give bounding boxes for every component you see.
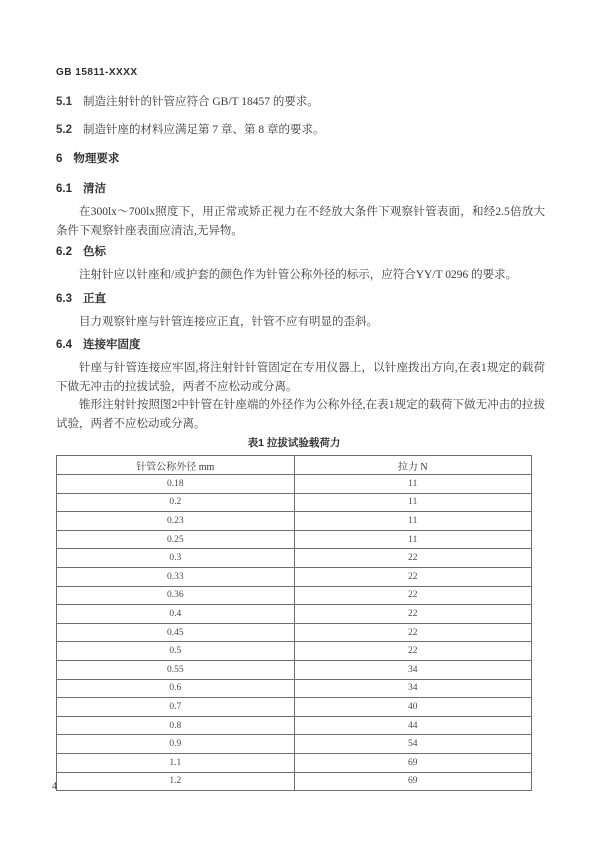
table-cell: 0.33 (57, 567, 295, 586)
table-cell: 0.7 (57, 698, 295, 717)
table-cell: 34 (294, 679, 532, 698)
table-1-title: 表1 拉拔试验载荷力 (247, 437, 341, 449)
table-cell: 40 (294, 698, 532, 717)
subsection-number: 6.3 (56, 292, 72, 305)
table-cell: 1.2 (57, 772, 295, 791)
subsection-number: 6.2 (56, 246, 72, 258)
table-cell: 0.6 (57, 679, 295, 698)
table-row (57, 698, 532, 717)
table-cell: 44 (294, 716, 532, 735)
table-row (57, 605, 532, 624)
table-cell: 11 (294, 475, 532, 494)
section-number: 6 (56, 153, 63, 165)
table-cell: 69 (294, 753, 532, 772)
subsection-6-1-paragraph: 在300lx～700lx照度下，用正常或矫正视力在不经放大条件下观察针管表面，和经2.5倍放大条件下观察针座表面应清洁,无异物。 (56, 206, 545, 237)
table-cell: 22 (294, 605, 532, 624)
subsection-6-4-paragraph-2: 锥形注射针按照图2中针管在针座端的外径作为公称外径,在表1规定的载荷下做无冲击的拉拔试验，两者不应松动或分离。 (56, 399, 545, 430)
clause-text: 制造注射针的针管应符合 GB/T 18457 的要求。 (83, 96, 319, 108)
table-cell: 54 (294, 735, 532, 754)
subsection-title: 连接牢固度 (83, 339, 141, 351)
table-row (57, 586, 532, 605)
subsection-6-2-heading (56, 245, 545, 260)
table-row (57, 512, 532, 531)
table-cell: 11 (294, 512, 532, 531)
subsection-number: 6.1 (56, 183, 72, 195)
table-row (57, 753, 532, 772)
clause-text: 制造针座的材料应满足第 7 章、第 8 章的要求。 (83, 124, 325, 136)
table-cell: 0.9 (57, 735, 295, 754)
column-header-pull-force: 拉力 N (294, 456, 532, 475)
standard-number-header: GB 15811-XXXX (56, 67, 138, 78)
table-cell: 0.36 (57, 586, 295, 605)
table-row (57, 716, 532, 735)
table-row (57, 772, 532, 791)
table-row (57, 530, 532, 549)
table-cell: 0.4 (57, 605, 295, 624)
table-cell: 0.3 (57, 549, 295, 568)
table-cell: 34 (294, 660, 532, 679)
table-cell: 0.55 (57, 660, 295, 679)
table-cell: 0.23 (57, 512, 295, 531)
section-title: 物理要求 (73, 153, 120, 165)
table-row (57, 660, 532, 679)
clause-number: 5.2 (56, 124, 72, 136)
subsection-title: 色标 (83, 246, 106, 258)
table-cell: 0.5 (57, 642, 295, 661)
pull-test-load-table (56, 455, 532, 791)
subsection-number: 6.4 (56, 339, 72, 351)
subsection-6-3-paragraph: 目力观察针座与针管连接应正直，针管不应有明显的歪斜。 (79, 315, 378, 328)
table-cell: 22 (294, 642, 532, 661)
load-table-body (57, 475, 532, 791)
table-cell: 69 (294, 772, 532, 791)
subsection-6-1-heading (56, 182, 545, 197)
subsection-title: 正直 (83, 292, 106, 305)
document-page (56, 66, 545, 791)
table-cell: 0.2 (57, 493, 295, 512)
table-row (57, 642, 532, 661)
table-cell: 0.25 (57, 530, 295, 549)
clause-number: 5.1 (56, 96, 72, 108)
table-cell: 22 (294, 549, 532, 568)
subsection-6-3-heading (56, 292, 545, 307)
table-cell: 0.45 (57, 623, 295, 642)
subsection-6-4-paragraph-1: 针座与针管连接应牢固,将注射针针管固定在专用仪器上，以针座拨出方向,在表1规定的载荷下做无冲击的拉拔试验，两者不应松动或分离。 (56, 362, 545, 393)
table-row (57, 679, 532, 698)
column-header-nominal-diameter: 针管公称外径 mm (57, 456, 295, 475)
section-6-heading (56, 152, 545, 167)
table-cell: 22 (294, 586, 532, 605)
table-cell: 11 (294, 530, 532, 549)
subsection-title: 清洁 (83, 183, 106, 195)
table-row (57, 735, 532, 754)
subsection-6-2-paragraph: 注射针应以针座和/或护套的颜色作为针管公称外径的标示，应符合YY/T 0296 的要求。 (79, 269, 518, 281)
clause-5-1 (56, 95, 545, 110)
table-row (57, 623, 532, 642)
table-row (57, 493, 532, 512)
table-cell: 0.8 (57, 716, 295, 735)
table-header-row (57, 456, 532, 475)
table-row (57, 549, 532, 568)
table-cell: 11 (294, 493, 532, 512)
table-cell: 22 (294, 623, 532, 642)
table-row (57, 475, 532, 494)
table-cell: 0.18 (57, 475, 295, 494)
page-number: 4 (52, 781, 58, 792)
clause-5-2 (56, 123, 545, 138)
table-row (57, 567, 532, 586)
table-cell: 22 (294, 567, 532, 586)
subsection-6-4-heading (56, 338, 545, 353)
table-cell: 1.1 (57, 753, 295, 772)
